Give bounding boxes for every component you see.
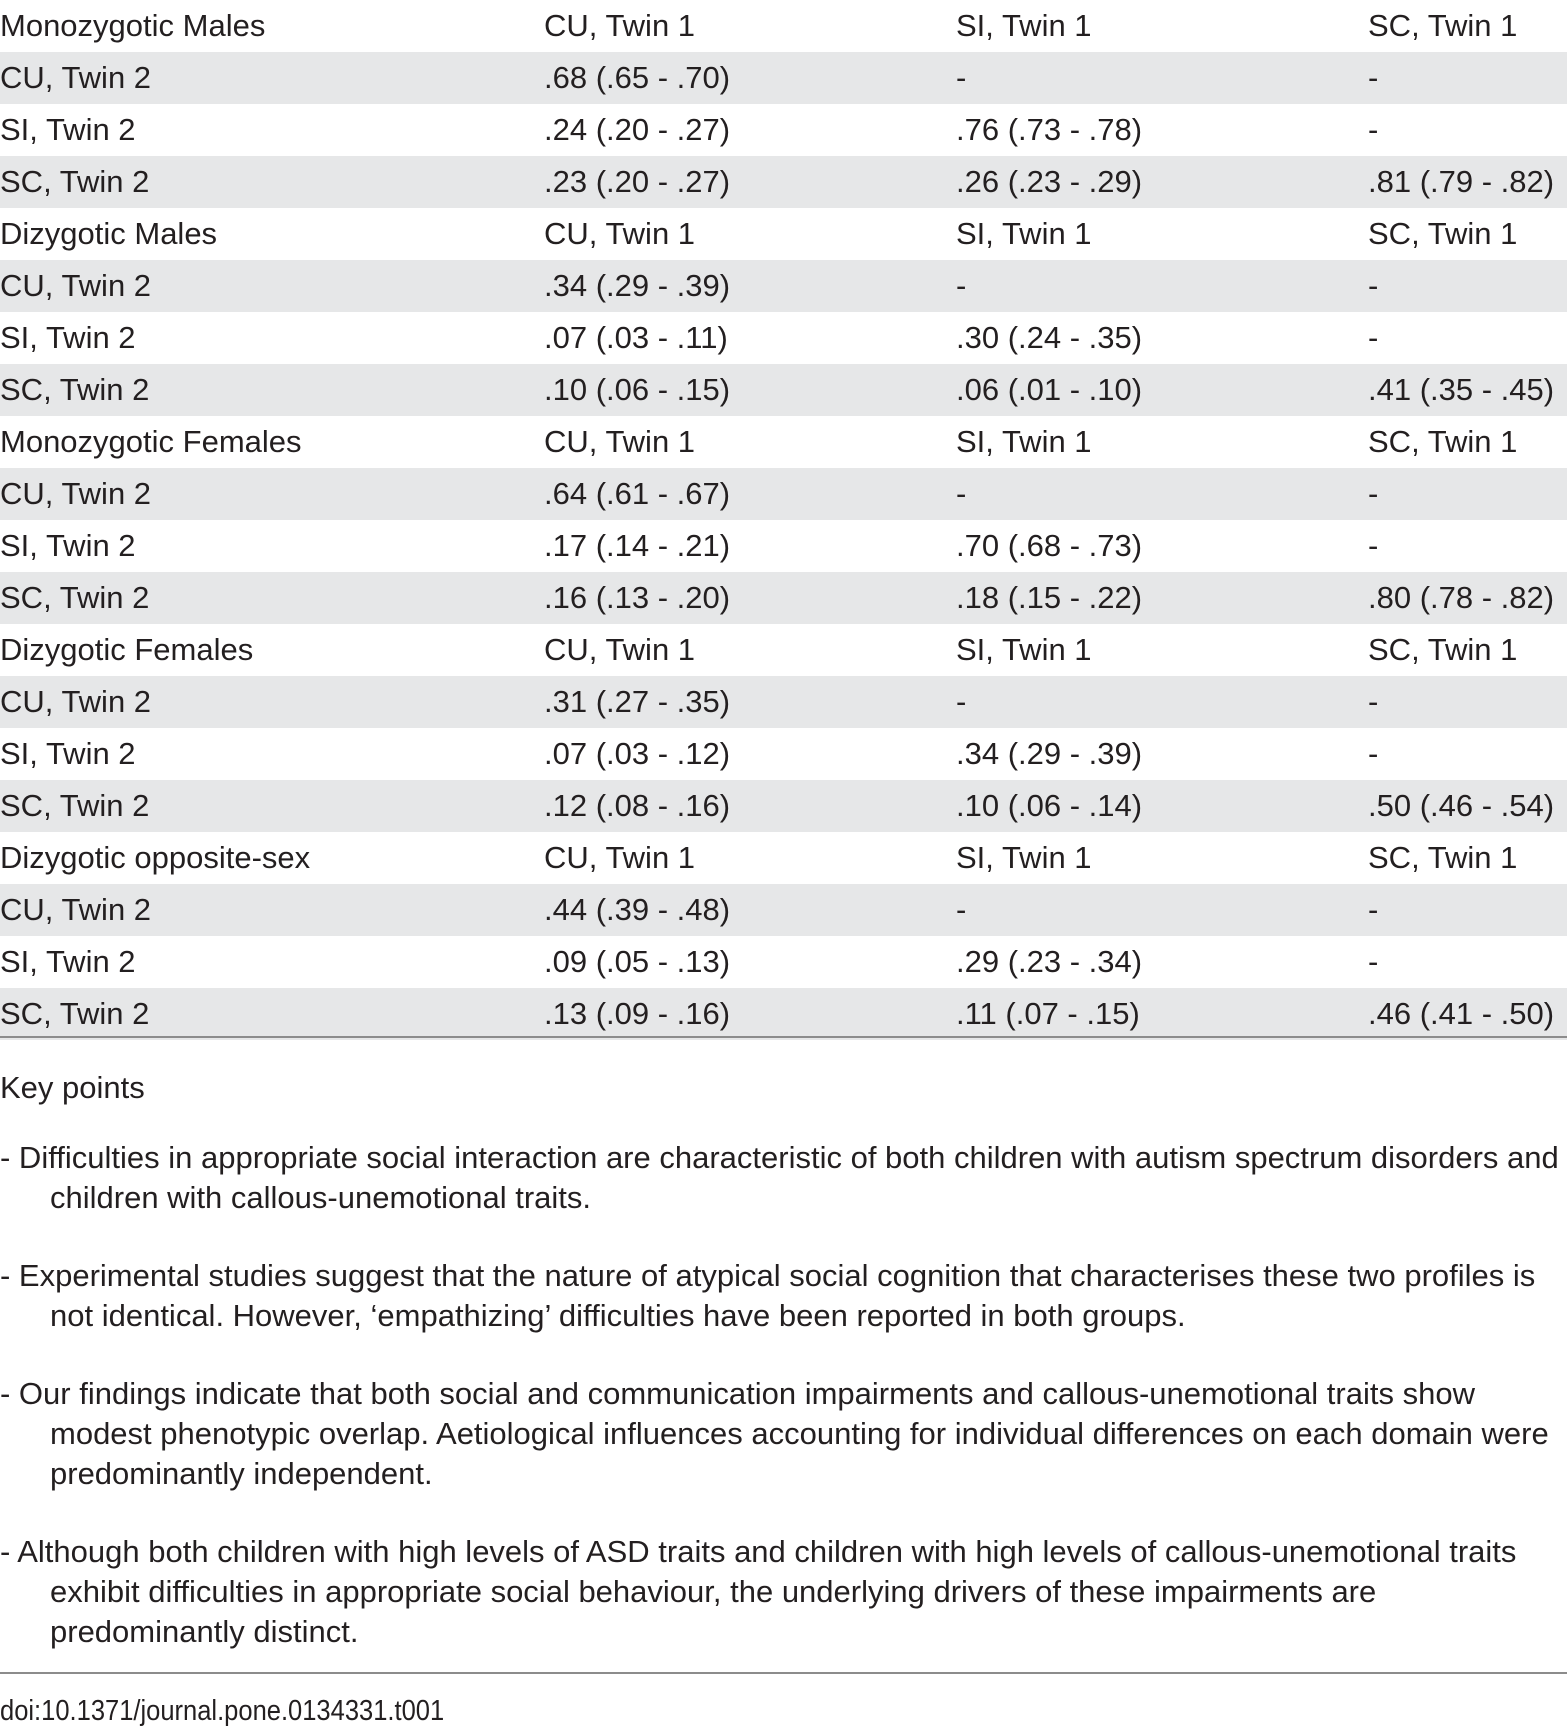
correlation-cell: .09 (.05 - .13): [544, 944, 731, 979]
row-label: CU, Twin 2: [0, 892, 152, 927]
column-header-cell: SI, Twin 1: [956, 8, 1092, 43]
table-group-header-row: [0, 832, 1567, 884]
column-header-cell: SI, Twin 1: [956, 632, 1092, 667]
column-header-cell: SI, Twin 1: [956, 840, 1092, 875]
table-row: [0, 468, 1567, 520]
column-header-cell: SC, Twin 1: [1368, 216, 1518, 251]
correlation-cell: .44 (.39 - .48): [544, 892, 731, 927]
correlation-cell: .34 (.29 - .39): [544, 268, 731, 303]
correlation-cell: .11 (.07 - .15): [956, 996, 1140, 1031]
row-label: CU, Twin 2: [0, 268, 152, 303]
column-header-cell: SI, Twin 1: [956, 424, 1092, 459]
correlation-cell: .46 (.41 - .50): [1368, 996, 1555, 1031]
correlation-cell: .64 (.61 - .67): [544, 476, 731, 511]
correlation-cell: .26 (.23 - .29): [956, 164, 1143, 199]
correlation-cell: -: [1368, 736, 1379, 771]
table-group-header-row: [0, 0, 1567, 52]
table-row: [0, 884, 1567, 936]
correlation-cell: .18 (.15 - .22): [956, 580, 1143, 615]
table-row: [0, 676, 1567, 728]
correlation-cell: .06 (.01 - .10): [956, 372, 1143, 407]
correlation-cell: -: [956, 268, 967, 303]
key-point-item: - Our findings indicate that both social and communication impairments and callous-unemotional traits show modest phenotypic overlap. Aetiological influences accounting for individual differences on each domain were predominantly independent.: [0, 1376, 1549, 1491]
table-group-header-row: [0, 208, 1567, 260]
correlation-cell: -: [1368, 320, 1379, 355]
row-label: SC, Twin 2: [0, 580, 150, 615]
correlation-cell: .30 (.24 - .35): [956, 320, 1143, 355]
column-header-cell: SC, Twin 1: [1368, 632, 1518, 667]
correlation-cell: .81 (.79 - .82): [1368, 164, 1555, 199]
correlation-cell: .10 (.06 - .15): [544, 372, 731, 407]
key-points-heading: Key points: [0, 1070, 145, 1105]
column-header-cell: SC, Twin 1: [1368, 8, 1518, 43]
column-header-cell: SC, Twin 1: [1368, 840, 1518, 875]
correlation-cell: -: [956, 892, 967, 927]
doi-label: doi:10.1371/journal.pone.0134331.t001: [0, 1695, 445, 1727]
group-label: Dizygotic Females: [0, 632, 254, 667]
column-header-cell: SC, Twin 1: [1368, 424, 1518, 459]
table-row: [0, 572, 1567, 624]
correlation-cell: .50 (.46 - .54): [1368, 788, 1555, 823]
correlation-cell: .24 (.20 - .27): [544, 112, 731, 147]
group-label: Dizygotic Males: [0, 216, 218, 251]
key-point-item: - Although both children with high levels of ASD traits and children with high levels of callous-unemotional traits exhibit difficulties in appropriate social behaviour, the underlying drivers of these impairments are predominantly distinct.: [0, 1534, 1517, 1649]
row-label: CU, Twin 2: [0, 60, 152, 95]
row-label: CU, Twin 2: [0, 476, 152, 511]
table-row: [0, 936, 1567, 988]
table-row: [0, 104, 1567, 156]
correlation-cell: -: [1368, 112, 1379, 147]
key-point-item: - Experimental studies suggest that the nature of atypical social cognition that characterises these two profiles is not identical. However, ‘empathizing’ difficulties have been reported in both groups.: [0, 1258, 1536, 1333]
correlation-cell: -: [1368, 684, 1379, 719]
row-label: CU, Twin 2: [0, 684, 152, 719]
table-row: [0, 364, 1567, 416]
column-header-cell: CU, Twin 1: [544, 632, 696, 667]
correlation-cell: .07 (.03 - .12): [544, 736, 731, 771]
table-row: [0, 728, 1567, 780]
table-row: [0, 312, 1567, 364]
column-header-cell: CU, Twin 1: [544, 840, 696, 875]
correlation-cell: -: [1368, 60, 1379, 95]
row-label: SC, Twin 2: [0, 164, 150, 199]
row-label: SC, Twin 2: [0, 996, 150, 1031]
row-label: SI, Twin 2: [0, 112, 136, 147]
table-group-header-row: [0, 416, 1567, 468]
correlation-cell: .13 (.09 - .16): [544, 996, 731, 1031]
key-point-item: - Difficulties in appropriate social interaction are characteristic of both children with autism spectrum disorders and children with callous-unemotional traits.: [0, 1140, 1559, 1215]
correlation-cell: .80 (.78 - .82): [1368, 580, 1555, 615]
correlation-cell: .29 (.23 - .34): [956, 944, 1143, 979]
correlation-cell: -: [1368, 268, 1379, 303]
correlation-cell: -: [956, 684, 967, 719]
group-label: Monozygotic Females: [0, 424, 302, 459]
group-label: Dizygotic opposite-sex: [0, 840, 311, 875]
row-label: SC, Twin 2: [0, 372, 150, 407]
table-bottom-rule: [0, 1036, 1567, 1038]
table-row: [0, 260, 1567, 312]
correlation-cell: -: [1368, 944, 1379, 979]
correlation-cell: .16 (.13 - .20): [544, 580, 731, 615]
correlation-cell: -: [1368, 476, 1379, 511]
row-label: SC, Twin 2: [0, 788, 150, 823]
correlation-cell: .68 (.65 - .70): [544, 60, 731, 95]
column-header-cell: CU, Twin 1: [544, 216, 696, 251]
footer-rule: [0, 1672, 1567, 1674]
row-label: SI, Twin 2: [0, 320, 136, 355]
key-points-section: [0, 1068, 1567, 1690]
correlation-cell: -: [1368, 528, 1379, 563]
correlation-cell: .76 (.73 - .78): [956, 112, 1143, 147]
table-row: [0, 520, 1567, 572]
correlation-cell: .07 (.03 - .11): [544, 320, 728, 355]
correlation-cell: .41 (.35 - .45): [1368, 372, 1555, 407]
row-label: SI, Twin 2: [0, 944, 136, 979]
column-header-cell: SI, Twin 1: [956, 216, 1092, 251]
correlation-cell: .34 (.29 - .39): [956, 736, 1143, 771]
correlation-cell: .23 (.20 - .27): [544, 164, 731, 199]
group-label: Monozygotic Males: [0, 8, 266, 43]
correlation-cell: -: [956, 476, 967, 511]
table-row: [0, 780, 1567, 832]
correlation-cell: .70 (.68 - .73): [956, 528, 1143, 563]
column-header-cell: CU, Twin 1: [544, 424, 696, 459]
correlation-cell: -: [1368, 892, 1379, 927]
table-row: [0, 988, 1567, 1040]
correlation-cell: .31 (.27 - .35): [544, 684, 731, 719]
row-label: SI, Twin 2: [0, 528, 136, 563]
correlation-cell: -: [956, 60, 967, 95]
table-group-header-row: [0, 624, 1567, 676]
row-label: SI, Twin 2: [0, 736, 136, 771]
table-row: [0, 156, 1567, 208]
table-row: [0, 52, 1567, 104]
correlation-cell: .12 (.08 - .16): [544, 788, 731, 823]
correlation-cell: .17 (.14 - .21): [544, 528, 731, 563]
column-header-cell: CU, Twin 1: [544, 8, 696, 43]
correlation-cell: .10 (.06 - .14): [956, 788, 1143, 823]
